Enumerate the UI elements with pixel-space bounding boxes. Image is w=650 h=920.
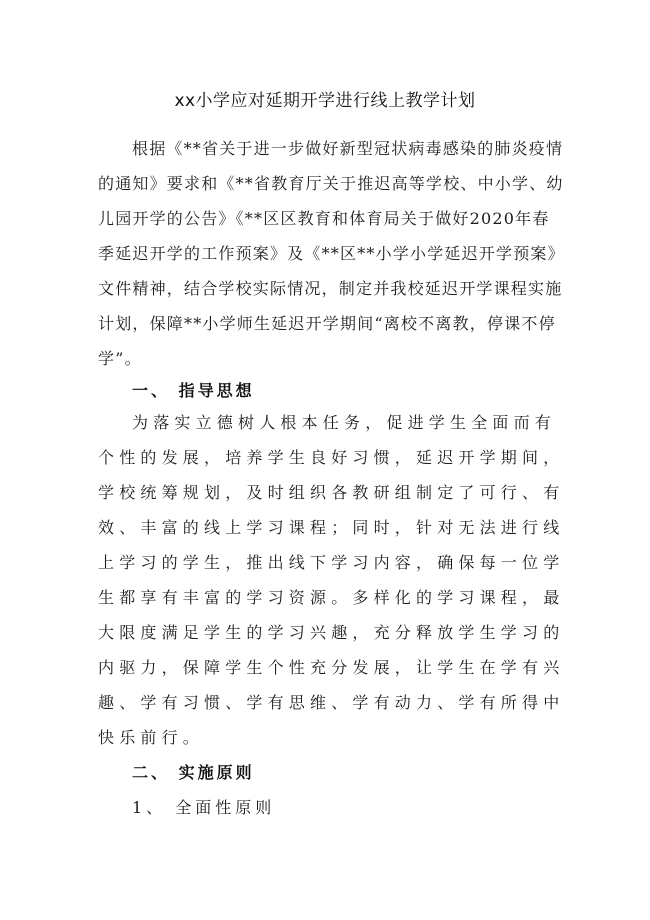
section-1-line-10: 快乐前行。 — [98, 728, 205, 747]
intro-line-5: 文件精神，结合学校实际情况，制定并我校延迟开学课程实施 — [98, 279, 563, 298]
section-1-line-7: 大限度满足学生的学习兴趣，充分释放学生学习的 — [98, 623, 565, 642]
section-1-line-3: 学校统筹规划，及时组织各教研组制定了可行、有 — [98, 483, 565, 502]
section-2-item-1: 1、 全面性原则 — [132, 798, 276, 817]
document-title: xx小学应对延期开学进行线上教学计划 — [174, 91, 476, 111]
intro-line-1: 根据《**省关于进一步做好新型冠状病毒感染的肺炎疫情 — [132, 139, 564, 158]
intro-line-3: 儿园开学的公告》《**区区教育和体育局关于做好2020年春 — [98, 209, 550, 228]
section-1-line-4: 效、丰富的线上学习课程；同时，针对无法进行线 — [98, 518, 565, 537]
section-1-heading: 一、 指导思想 — [132, 381, 255, 400]
section-1-line-9: 趣、学有习惯、学有思维、学有动力、学有所得中 — [98, 693, 565, 712]
section-1-line-1: 为落实立德树人根本任务，促进学生全面而有 — [132, 413, 557, 432]
intro-line-7: 学”。 — [98, 349, 142, 368]
section-1-line-6: 生都享有丰富的学习资源。多样化的学习课程，最 — [98, 588, 565, 607]
intro-line-6: 计划，保障**小学师生延迟开学期间“离校不离教，停课不停 — [98, 314, 556, 333]
section-1-line-2: 个性的发展，培养学生良好习惯，延迟开学期间， — [98, 448, 565, 467]
section-2-heading: 二、 实施原则 — [132, 763, 255, 782]
section-1-line-5: 上学习的学生，推出线下学习内容，确保每一位学 — [98, 553, 565, 572]
intro-line-2: 的通知》要求和《**省教育厅关于推迟高等学校、中小学、幼 — [98, 174, 564, 193]
intro-line-4: 季延迟开学的工作预案》及《**区**小学小学延迟开学预案》 — [98, 244, 565, 263]
section-1-line-8: 内驱力，保障学生个性充分发展，让学生在学有兴 — [98, 658, 565, 677]
